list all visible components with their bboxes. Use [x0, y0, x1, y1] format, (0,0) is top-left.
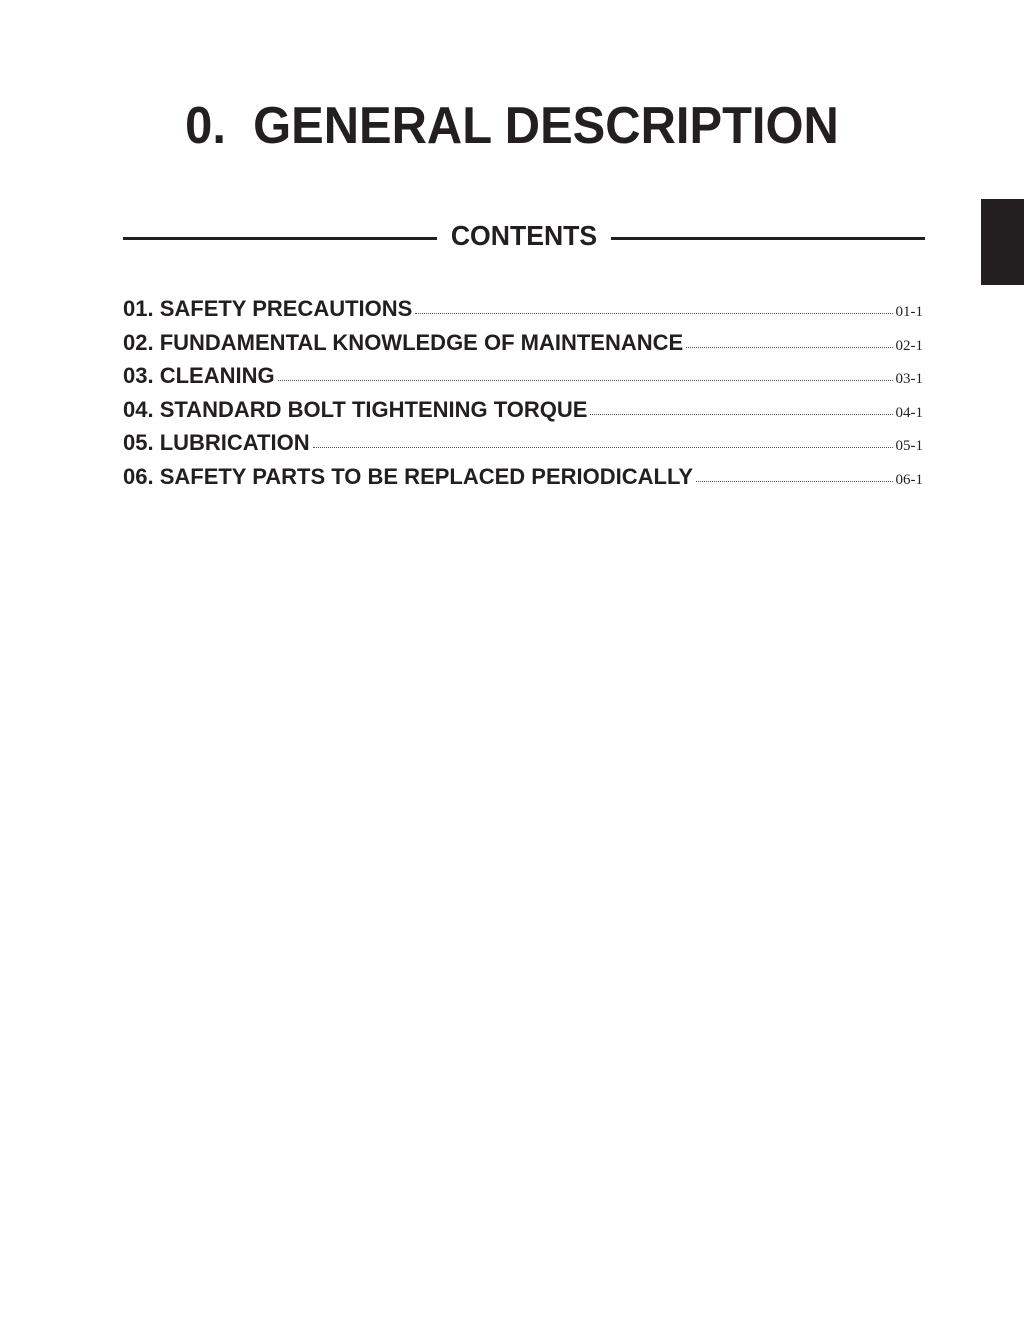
- toc-entry-safety-precautions[interactable]: [123, 296, 923, 330]
- dot-leader: [313, 447, 893, 448]
- toc-entry-page: 02-1: [895, 337, 923, 354]
- page-title: 0. GENERAL DESCRIPTION: [185, 97, 839, 155]
- toc-entry-page: 04-1: [895, 404, 923, 421]
- toc-entry-page: 01-1: [895, 304, 923, 320]
- toc-entry-label: 03. CLEANING: [123, 363, 275, 388]
- toc-entry-page: 05-1: [895, 438, 923, 454]
- toc-entry-page: 03-1: [895, 371, 923, 387]
- dot-leader: [278, 380, 893, 381]
- toc-entry-label: 05. LUBRICATION: [123, 430, 310, 455]
- contents-heading: CONTENTS: [450, 220, 598, 251]
- header-rule-left: [123, 237, 437, 240]
- toc-entry-safety-parts[interactable]: [123, 464, 923, 498]
- section-thumb-tab: [981, 199, 1024, 285]
- dot-leader: [686, 347, 892, 348]
- toc-entry-label: 06. SAFETY PARTS TO BE REPLACED PERIODICALLY: [123, 463, 694, 489]
- toc-entry-label: 02. FUNDAMENTAL KNOWLEDGE OF MAINTENANCE: [123, 329, 684, 355]
- dot-leader: [415, 313, 892, 314]
- header-rule-right: [611, 237, 925, 240]
- contents-header: [123, 218, 925, 254]
- toc-entry-bolt-torque[interactable]: [123, 397, 923, 431]
- dot-leader: [696, 481, 892, 482]
- dot-leader: [590, 414, 892, 415]
- toc-entry-label: 01. SAFETY PRECAUTIONS: [123, 296, 413, 321]
- toc-entry-label: 04. STANDARD BOLT TIGHTENING TORQUE: [123, 396, 588, 422]
- toc-entry-page: 06-1: [895, 471, 923, 488]
- toc-entry-cleaning[interactable]: [123, 363, 923, 397]
- toc-entry-fundamental-knowledge[interactable]: [123, 330, 923, 364]
- table-of-contents: [123, 296, 923, 497]
- toc-entry-lubrication[interactable]: [123, 430, 923, 464]
